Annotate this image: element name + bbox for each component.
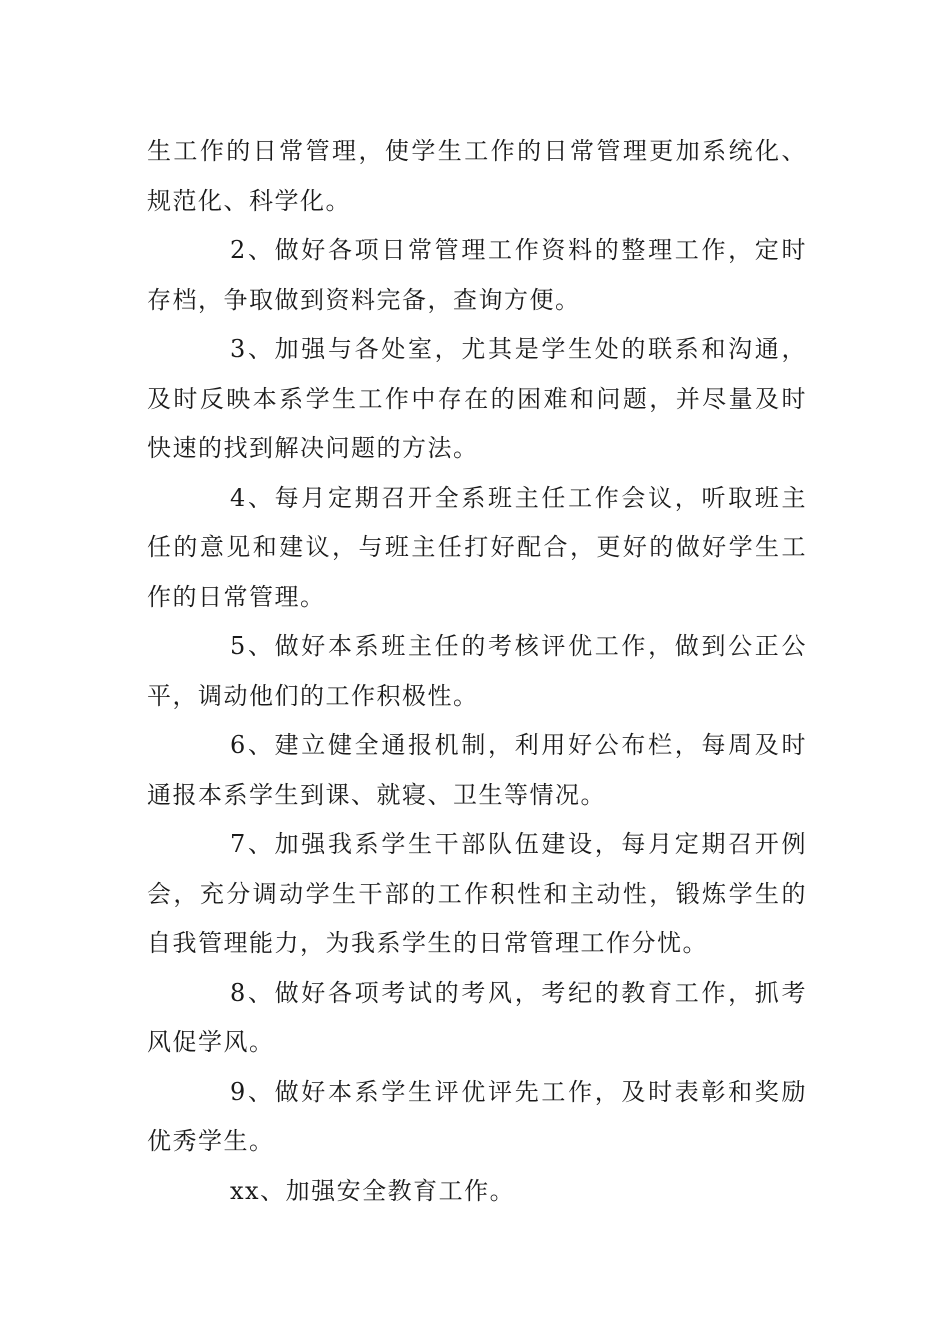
paragraph-item-9: 9、做好本系学生评优评先工作，及时表彰和奖励优秀学生。	[147, 1077, 807, 1155]
paragraph-item-4: 4、每月定期召开全系班主任工作会议，听取班主任的意见和建议，与班主任打好配合，更好的做好学生工作的日常管理。	[147, 483, 807, 611]
document-body	[147, 127, 807, 1216]
paragraph-item-7: 7、加强我系学生干部队伍建设，每月定期召开例会，充分调动学生干部的工作积性和主动性，锻炼学生的自我管理能力，为我系学生的日常管理工作分忧。	[147, 830, 807, 957]
paragraph-item-3: 3、加强与各处室，尤其是学生处的联系和沟通，及时反映本系学生工作中存在的困难和问题，并尽量及时快速的找到解决问题的方法。	[147, 335, 807, 462]
paragraph-item-8: 8、做好各项考试的考风，考纪的教育工作，抓考风促学风。	[147, 978, 807, 1056]
paragraph-item-5: 5、做好本系班主任的考核评优工作，做到公正公平，调动他们的工作积极性。	[147, 632, 807, 710]
paragraph-item-xx: xx、加强安全教育工作。	[230, 1176, 516, 1205]
paragraph-item-6: 6、建立健全通报机制，利用好公布栏，每周及时通报本系学生到课、就寝、卫生等情况。	[147, 731, 807, 809]
paragraph-continuation: 生工作的日常管理，使学生工作的日常管理更加系统化、规范化、科学化。	[147, 137, 807, 215]
paragraph-item-2: 2、做好各项日常管理工作资料的整理工作，定时存档，争取做到资料完备，查询方便。	[147, 236, 807, 314]
